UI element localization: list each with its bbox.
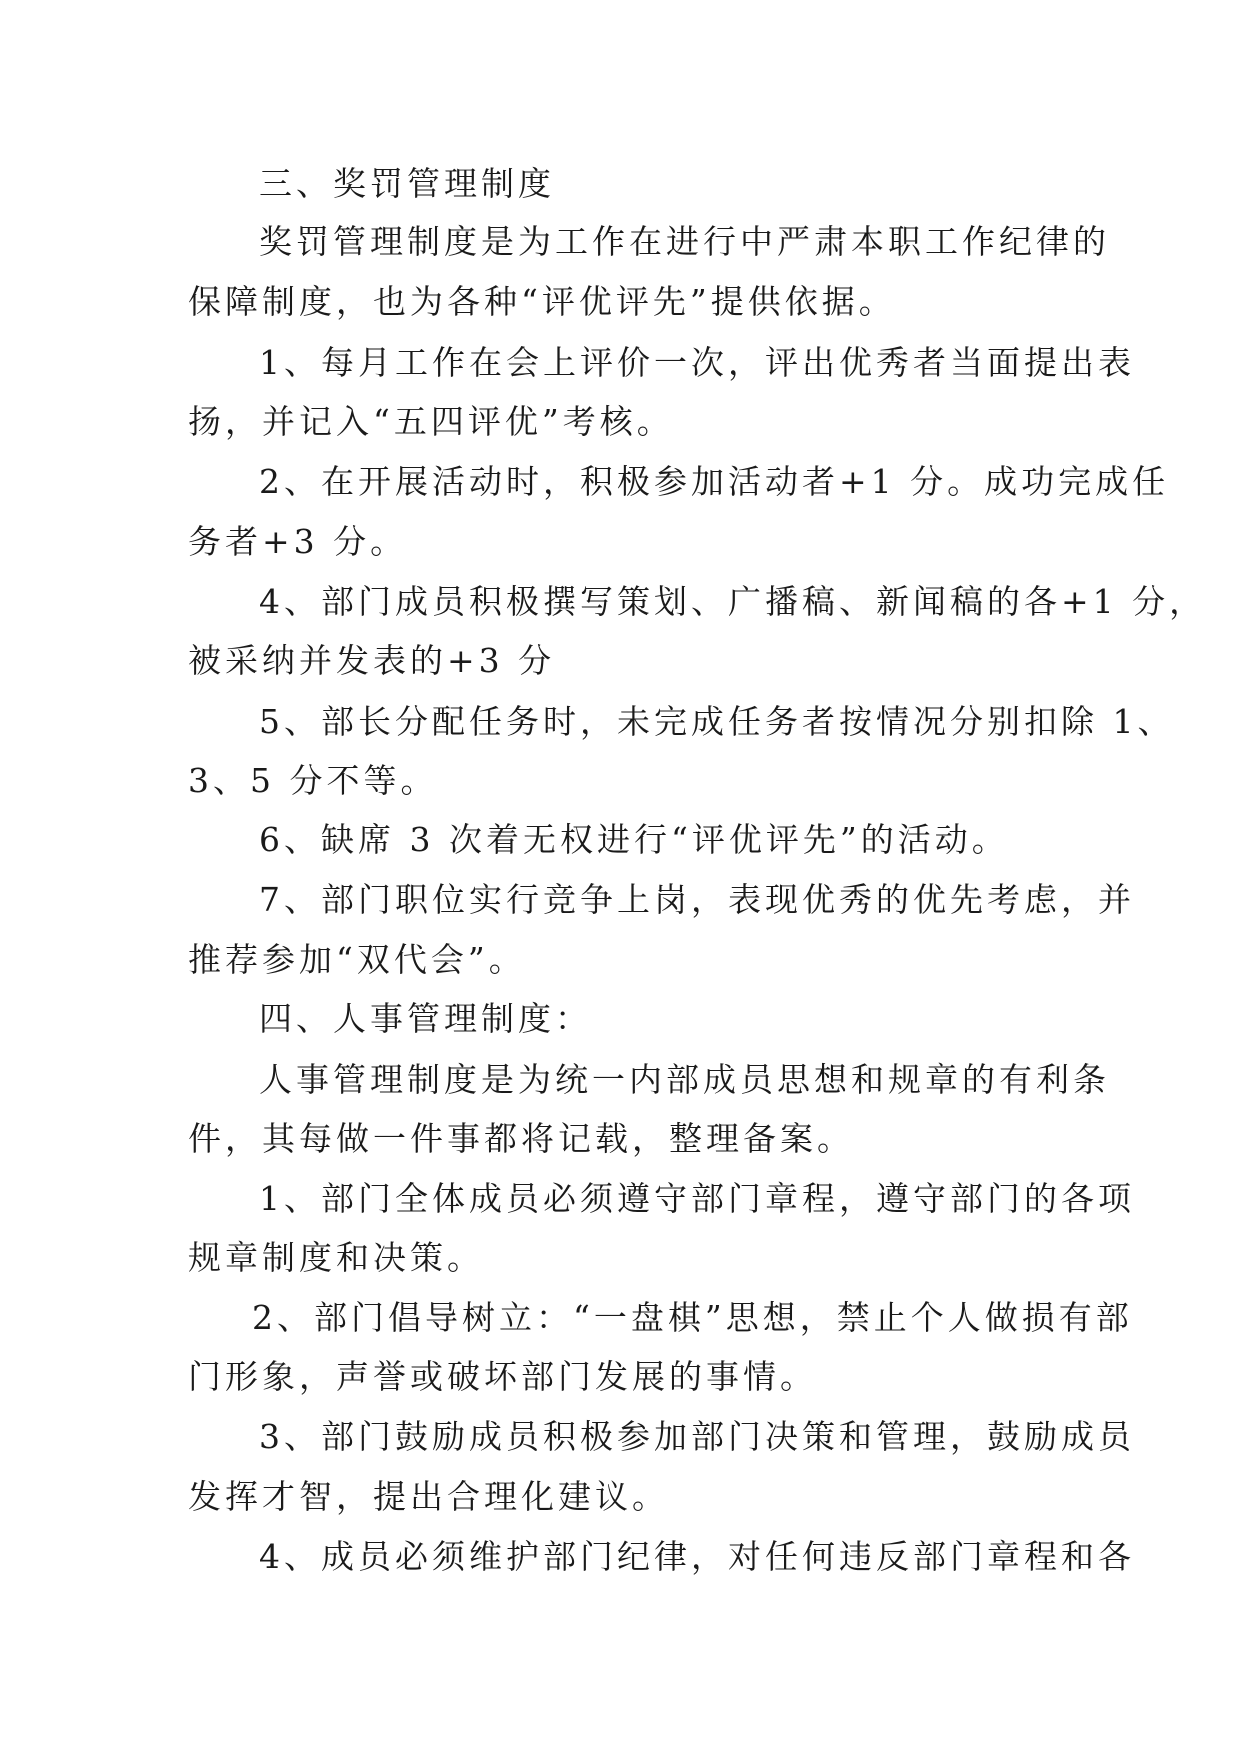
rule-item-line: 5、部长分配任务时，未完成任务者按情况分别扣除 1、 [259, 702, 1175, 741]
rule-item-line: 1、部门全体成员必须遵守部门章程，遵守部门的各项 [259, 1179, 1135, 1218]
rule-item-line: 务者+3 分。 [188, 522, 408, 561]
rule-item-line: 门形象，声誉或破坏部门发展的事情。 [188, 1357, 817, 1396]
rule-item-line: 规章制度和决策。 [188, 1238, 484, 1277]
paragraph-line: 件，其每做一件事都将记载，整理备案。 [188, 1119, 854, 1158]
rule-item-line: 3、部门鼓励成员积极参加部门决策和管理，鼓励成员 [259, 1417, 1135, 1456]
section-heading-personnel: 四、人事管理制度： [259, 999, 592, 1038]
rule-item-line: 7、部门职位实行竞争上岗，表现优秀的优先考虑，并 [259, 880, 1135, 919]
paragraph-line: 保障制度，也为各种“评优评先”提供依据。 [188, 282, 896, 321]
rule-item-line: 推荐参加“双代会”。 [188, 940, 526, 979]
rule-item-line: 2、部门倡导树立：“一盘棋”思想，禁止个人做损有部 [252, 1298, 1133, 1337]
rule-item-line: 发挥才智，提出合理化建议。 [188, 1477, 669, 1516]
rule-item-line: 3、5 分不等。 [188, 761, 438, 800]
paragraph-line: 人事管理制度是为统一内部成员思想和规章的有利条 [259, 1060, 1110, 1099]
rule-item-line: 4、成员必须维护部门纪律，对任何违反部门章程和各 [259, 1537, 1135, 1576]
rule-item-line: 2、在开展活动时，积极参加活动者+1 分。成功完成任 [259, 462, 1170, 501]
rule-item-line: 1、每月工作在会上评价一次，评出优秀者当面提出表 [259, 343, 1135, 382]
rule-item-line: 被采纳并发表的+3 分 [188, 641, 556, 680]
section-heading-rewards: 三、奖罚管理制度 [259, 164, 555, 203]
rule-item-line: 扬，并记入“五四评优”考核。 [188, 402, 674, 441]
paragraph-line: 奖罚管理制度是为工作在进行中严肃本职工作纪律的 [259, 222, 1110, 261]
rule-item-line: 6、缺席 3 次着无权进行“评优评先”的活动。 [259, 820, 1009, 859]
rule-item-line: 4、部门成员积极撰写策划、广播稿、新闻稿的各+1 分， [259, 582, 1207, 621]
